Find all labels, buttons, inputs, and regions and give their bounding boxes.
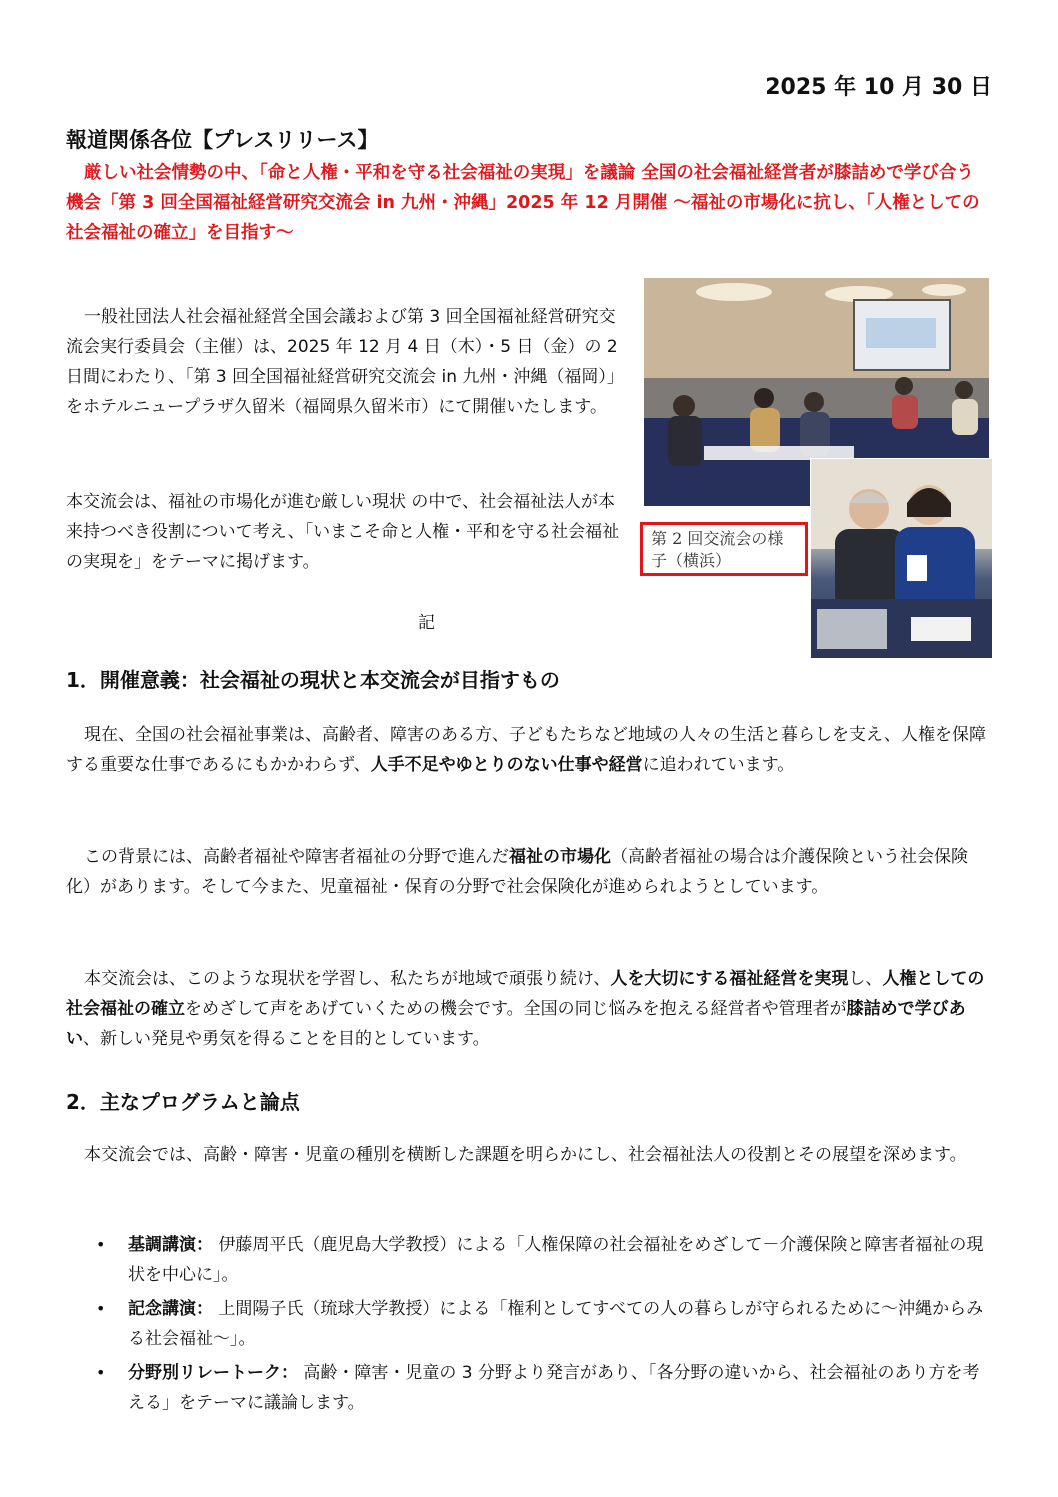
intro-paragraph-1: 一般社団法人社会福祉経営全国会議および第 3 回全国福祉経営研究交流会実行委員会（主催）は、2025 年 12 月 4 日（木）・5 日（金）の 2 日間にわたり、「第 3 回全国福祉経営研究交流会 in 九州・沖縄（福岡）」をホテルニュープラザ久留米（福岡県久留米市）にて開催いたします。	[66, 307, 618, 417]
headline: 厳しい社会情勢の中、「命と人権・平和を守る社会福祉の実現」を議論 全国の社会福祉経営者が膝詰めで学び合う機会「第 3 回全国福祉経営研究交流会 in 九州・沖縄」2025 年 12 月開催 〜福祉の市場化に抗し、「人権としての社会福祉の確立」を目指す〜	[66, 163, 980, 243]
program-label: 基調講演：	[128, 1235, 213, 1255]
text-run: をめざして声をあげていくための機会です。全国の同じ悩みを抱える経営者や管理者が	[185, 999, 847, 1019]
text-run: 本交流会は、このような現状を学習し、私たちが地域で頑張り続け、	[84, 969, 611, 989]
text-run: 現在、全国の社会福祉事業は、高齢者、障害のある方、子どもたちなど地域の人々の生活と暮らしを支え、人権を保障する重要な仕事であるにもかかわらず、	[66, 725, 987, 775]
program-label: 記念講演：	[128, 1299, 213, 1319]
program-label: 分野別リレートーク：	[128, 1363, 298, 1383]
emphasis: 福祉の市場化	[509, 847, 611, 867]
release-date: 2025 年 10 月 30 日	[765, 75, 992, 100]
ki-marker: 記	[418, 613, 435, 633]
list-item	[96, 1358, 992, 1418]
list-item	[96, 1230, 992, 1290]
text-run: し、	[848, 969, 883, 989]
section-1-paragraph-2	[66, 842, 990, 902]
section-1-heading: 1．開催意義：社会福祉の現状と本交流会が目指すもの	[66, 668, 560, 692]
text-run: （高齢者福祉の場合は介護保険という社会保険化）があります。そして今また、児童福祉・保育の分野で社会保険化が進められようとしています。	[66, 847, 968, 897]
program-text: 伊藤周平氏（鹿児島大学教授）による「人権保障の社会福祉をめざして－介護保険と障害者福祉の現状を中心に」。	[128, 1235, 984, 1285]
text-run: に追われています。	[642, 755, 795, 775]
emphasis: 膝詰めで学びあい	[66, 999, 966, 1049]
section-1-paragraph-1	[66, 720, 990, 780]
list-item	[96, 1294, 992, 1354]
program-text: 上間陽子氏（琉球大学教授）による「権利としてすべての人の暮らしが守られるために〜沖縄からみる社会福祉〜」。	[128, 1299, 984, 1349]
participants-photo	[810, 458, 993, 659]
text-run: 、新しい発見や勇気を得ることを目的としています。	[83, 1029, 490, 1049]
addressee-heading: 報道関係各位【プレスリリース】	[66, 128, 379, 152]
emphasis: 人手不足やゆとりのない仕事や経営	[370, 755, 643, 775]
emphasis: 人権としての社会福祉の確立	[66, 969, 985, 1019]
program-text: 高齢・障害・児童の 3 分野より発言があり、「各分野の違いから、社会福祉のあり方を考える」をテーマに議論します。	[128, 1363, 980, 1413]
bullet-icon: •	[96, 1363, 106, 1382]
section-2-heading: 2．主なプログラムと論点	[66, 1090, 300, 1114]
intro-paragraph-2: 本交流会は、福祉の市場化が進む厳しい現状 の中で、社会福祉法人が本来持つべき役割について考え、「いまこそ命と人権・平和を守る社会福祉の実現を」をテーマに掲げます。	[66, 492, 620, 572]
bullet-icon: •	[96, 1235, 106, 1254]
section-1-paragraph-3	[66, 964, 990, 1054]
emphasis: 人を大切にする福祉経営を実現	[610, 969, 849, 989]
bullet-icon: •	[96, 1299, 106, 1318]
text-run: この背景には、高齢者福祉や障害者福祉の分野で進んだ	[84, 847, 509, 867]
section-2-paragraph: 本交流会では、高齢・障害・児童の種別を横断した課題を明らかにし、社会福祉法人の役割とその展望を深めます。	[84, 1145, 967, 1165]
photo-caption: 第 2 回交流会の様子（横浜）	[640, 522, 808, 576]
program-list	[96, 1230, 992, 1422]
participants-photo-illustration	[811, 459, 992, 658]
